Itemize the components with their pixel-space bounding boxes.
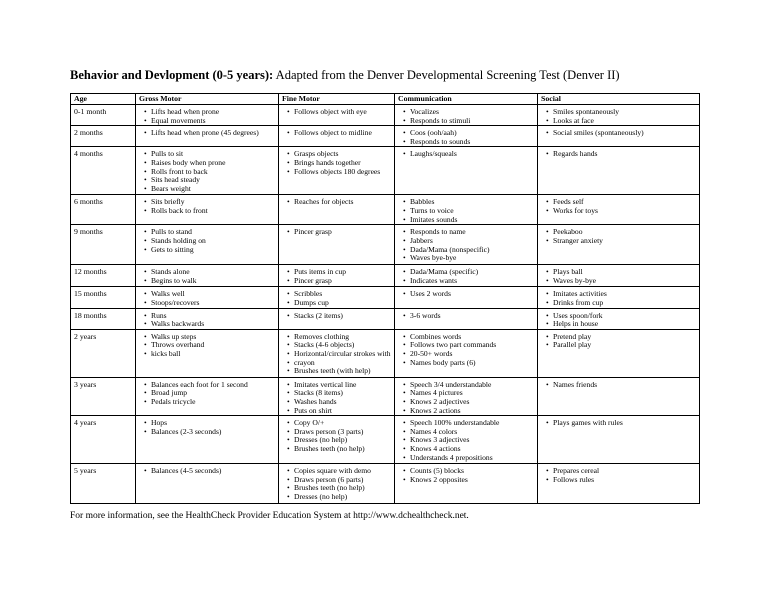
- communication-list: [398, 266, 534, 285]
- age-cell: 2 months: [71, 126, 136, 147]
- list-item: • 3-6 words: [403, 312, 534, 321]
- list-item: • Names friends: [546, 381, 696, 390]
- age-cell: 3 years: [71, 377, 136, 415]
- list-item: • Brings hands together: [287, 159, 391, 168]
- gross-motor-list: [139, 310, 275, 329]
- list-item: • Dada/Mama (specific): [403, 268, 534, 277]
- list-item: • Pincer grasp: [287, 277, 391, 286]
- list-item: • Plays ball: [546, 268, 696, 277]
- communication-cell: [395, 105, 538, 126]
- list-item: • Rolls front to back: [144, 168, 275, 177]
- communication-list: [398, 465, 534, 484]
- social-list: [541, 266, 696, 285]
- list-item: • Imitates vertical line: [287, 381, 391, 390]
- list-item: • Speech 3/4 understandable: [403, 381, 534, 390]
- fine-motor-cell: [279, 147, 395, 195]
- gross-motor-list: [139, 226, 275, 254]
- list-item: • Works for toys: [546, 207, 696, 216]
- social-list: [541, 196, 696, 215]
- social-list: [541, 106, 696, 125]
- header-social: Social: [538, 94, 700, 105]
- list-item: • Balances (4-5 seconds): [144, 467, 275, 476]
- social-cell: [538, 147, 700, 195]
- social-cell: [538, 308, 700, 329]
- communication-list: [398, 379, 534, 415]
- fine-motor-list: [282, 196, 391, 207]
- fine-motor-list: [282, 266, 391, 285]
- list-item: • Grasps objects: [287, 150, 391, 159]
- fine-motor-list: [282, 379, 391, 415]
- age-cell: 9 months: [71, 225, 136, 265]
- age-cell: 18 months: [71, 308, 136, 329]
- list-item: • Walks backwards: [144, 320, 275, 329]
- list-item: • Speech 100% understandable: [403, 419, 534, 428]
- gross-motor-cell: [136, 265, 279, 287]
- list-item: • Broad jump: [144, 389, 275, 398]
- footer-note: For more information, see the HealthCheck Provider Education System at http://www.dchealthcheck.net.: [70, 511, 469, 521]
- list-item: • Knows 2 opposites: [403, 476, 534, 485]
- social-cell: [538, 464, 700, 504]
- fine-motor-cell: [279, 126, 395, 147]
- table-row: [71, 416, 700, 464]
- gross-motor-list: [139, 331, 275, 359]
- list-item: • Stacks (4-6 objects): [287, 341, 391, 350]
- list-item: • Lifts head when prone: [144, 108, 275, 117]
- list-item: • Brushes teeth (with help): [287, 367, 391, 376]
- communication-list: [398, 106, 534, 125]
- list-item: • Pretend play: [546, 333, 696, 342]
- list-item: • Balances each foot for 1 second: [144, 381, 275, 390]
- communication-cell: [395, 147, 538, 195]
- list-item: • Parallel play: [546, 341, 696, 350]
- table-row: [71, 287, 700, 308]
- list-item: • Puts on shirt: [287, 407, 391, 416]
- fine-motor-cell: [279, 416, 395, 464]
- title-bold: Behavior and Devlopment (0-5 years):: [70, 68, 274, 82]
- development-table: [70, 93, 700, 504]
- list-item: • Combines words: [403, 333, 534, 342]
- list-item: • Knows 3 adjectives: [403, 436, 534, 445]
- list-item: • Follows object with eye: [287, 108, 391, 117]
- list-item: • Indicates wants: [403, 277, 534, 286]
- list-item: • Runs: [144, 312, 275, 321]
- list-item: • Bears weight: [144, 185, 275, 194]
- list-item: • Counts (5) blocks: [403, 467, 534, 476]
- list-item: • Dada/Mama (nonspecific): [403, 246, 534, 255]
- list-item: • Copies square with demo: [287, 467, 391, 476]
- communication-cell: [395, 225, 538, 265]
- fine-motor-cell: [279, 225, 395, 265]
- communication-cell: [395, 265, 538, 287]
- header-gross-motor: Gross Motor: [136, 94, 279, 105]
- list-item: • Rolls back to front: [144, 207, 275, 216]
- list-item: • Brushes teeth (no help): [287, 445, 391, 454]
- list-item: • Follows object to midline: [287, 129, 391, 138]
- gross-motor-list: [139, 465, 275, 476]
- list-item: • Coos (ooh/aah): [403, 129, 534, 138]
- fine-motor-list: [282, 226, 391, 237]
- list-item: • Copy O/+: [287, 419, 391, 428]
- list-item: • Responds to sounds: [403, 138, 534, 147]
- list-item: • Waves by-bye: [546, 277, 696, 286]
- gross-motor-list: [139, 148, 275, 193]
- list-item: • Draws person (3 parts): [287, 428, 391, 437]
- gross-motor-cell: [136, 225, 279, 265]
- list-item: • Names 4 pictures: [403, 389, 534, 398]
- list-item: • Washes hands: [287, 398, 391, 407]
- social-list: [541, 379, 696, 390]
- list-item: • Stacks (2 items): [287, 312, 391, 321]
- fine-motor-list: [282, 331, 391, 376]
- list-item: • Stranger anxiety: [546, 237, 696, 246]
- age-cell: 4 months: [71, 147, 136, 195]
- table-row: [71, 225, 700, 265]
- fine-motor-cell: [279, 308, 395, 329]
- social-list: [541, 465, 696, 484]
- fine-motor-list: [282, 417, 391, 453]
- table-row: [71, 377, 700, 415]
- list-item: • Begins to walk: [144, 277, 275, 286]
- communication-list: [398, 310, 534, 321]
- fine-motor-cell: [279, 377, 395, 415]
- communication-cell: [395, 464, 538, 504]
- list-item: • Pedals tricycle: [144, 398, 275, 407]
- list-item: • Social smiles (spontaneously): [546, 129, 696, 138]
- gross-motor-cell: [136, 416, 279, 464]
- fine-motor-cell: [279, 329, 395, 377]
- social-cell: [538, 265, 700, 287]
- social-cell: [538, 287, 700, 308]
- fine-motor-list: [282, 127, 391, 138]
- communication-list: [398, 288, 534, 299]
- list-item: • Names 4 colors: [403, 428, 534, 437]
- social-list: [541, 226, 696, 245]
- list-item: • Regards hands: [546, 150, 696, 159]
- social-list: [541, 288, 696, 307]
- list-item: • Uses 2 words: [403, 290, 534, 299]
- fine-motor-list: [282, 310, 391, 321]
- table-row: [71, 195, 700, 225]
- list-item: • Helps in house: [546, 320, 696, 329]
- list-item: • Dumps cup: [287, 299, 391, 308]
- list-item: • Gets to sitting: [144, 246, 275, 255]
- list-item: • Lifts head when prone (45 degrees): [144, 129, 275, 138]
- list-item: • Dresses (no help): [287, 436, 391, 445]
- communication-list: [398, 417, 534, 462]
- list-item: • Jabbers: [403, 237, 534, 246]
- communication-list: [398, 127, 534, 146]
- list-item: • Feeds self: [546, 198, 696, 207]
- gross-motor-cell: [136, 329, 279, 377]
- age-cell: 5 years: [71, 464, 136, 504]
- communication-list: [398, 331, 534, 367]
- list-item: • Peekaboo: [546, 228, 696, 237]
- gross-motor-list: [139, 379, 275, 407]
- communication-cell: [395, 377, 538, 415]
- table-row: [71, 147, 700, 195]
- header-age: Age: [71, 94, 136, 105]
- list-item: • Stacks (8 items): [287, 389, 391, 398]
- age-cell: 12 months: [71, 265, 136, 287]
- list-item: • Follows rules: [546, 476, 696, 485]
- list-item: • kicks ball: [144, 350, 275, 359]
- social-cell: [538, 195, 700, 225]
- list-item: • Plays games with rules: [546, 419, 696, 428]
- list-item: • Dresses (no help): [287, 493, 391, 502]
- communication-list: [398, 148, 534, 159]
- fine-motor-list: [282, 465, 391, 501]
- title-rest: Adapted from the Denver Developmental Screening Test (Denver II): [273, 68, 620, 82]
- fine-motor-list: [282, 148, 391, 176]
- gross-motor-list: [139, 196, 275, 215]
- gross-motor-list: [139, 417, 275, 436]
- list-item: • Hops: [144, 419, 275, 428]
- table-row: [71, 265, 700, 287]
- list-item: • Knows 2 adjectives: [403, 398, 534, 407]
- fine-motor-cell: [279, 195, 395, 225]
- list-item: • Laughs/squeals: [403, 150, 534, 159]
- age-cell: 4 years: [71, 416, 136, 464]
- header-communication: Communication: [395, 94, 538, 105]
- list-item: • Responds to stimuli: [403, 117, 534, 126]
- table-row: [71, 329, 700, 377]
- social-cell: [538, 105, 700, 126]
- gross-motor-list: [139, 127, 275, 138]
- gross-motor-list: [139, 288, 275, 307]
- list-item: • Looks at face: [546, 117, 696, 126]
- list-item: • Follows objects 180 degrees: [287, 168, 391, 177]
- communication-list: [398, 226, 534, 262]
- list-item: • Reaches for objects: [287, 198, 391, 207]
- list-item: • Turns to voice: [403, 207, 534, 216]
- list-item: • Pulls to sit: [144, 150, 275, 159]
- social-list: [541, 331, 696, 350]
- table-row: [71, 464, 700, 504]
- header-row: [71, 94, 700, 105]
- list-item: • crayon: [287, 359, 391, 368]
- gross-motor-cell: [136, 147, 279, 195]
- fine-motor-cell: [279, 105, 395, 126]
- list-item: • Horizontal/circular strokes with: [287, 350, 391, 359]
- list-item: • Drinks from cup: [546, 299, 696, 308]
- social-list: [541, 310, 696, 329]
- social-list: [541, 127, 696, 138]
- gross-motor-cell: [136, 287, 279, 308]
- fine-motor-cell: [279, 265, 395, 287]
- fine-motor-cell: [279, 464, 395, 504]
- fine-motor-list: [282, 106, 391, 117]
- social-cell: [538, 225, 700, 265]
- list-item: • Brushes teeth (no help): [287, 484, 391, 493]
- communication-cell: [395, 287, 538, 308]
- list-item: • Imitates activities: [546, 290, 696, 299]
- list-item: • Scribbles: [287, 290, 391, 299]
- age-cell: 2 years: [71, 329, 136, 377]
- communication-cell: [395, 308, 538, 329]
- social-cell: [538, 416, 700, 464]
- gross-motor-cell: [136, 308, 279, 329]
- list-item: • Knows 2 actions: [403, 407, 534, 416]
- list-item: • Stands holding on: [144, 237, 275, 246]
- list-item: • Pulls to stand: [144, 228, 275, 237]
- list-item: • Sits head steady: [144, 176, 275, 185]
- list-item: • Puts items in cup: [287, 268, 391, 277]
- social-list: [541, 417, 696, 428]
- gross-motor-cell: [136, 126, 279, 147]
- gross-motor-cell: [136, 105, 279, 126]
- list-item: • Follows two part commands: [403, 341, 534, 350]
- social-cell: [538, 126, 700, 147]
- social-cell: [538, 377, 700, 415]
- communication-cell: [395, 416, 538, 464]
- list-item: • Vocalizes: [403, 108, 534, 117]
- communication-cell: [395, 195, 538, 225]
- gross-motor-cell: [136, 195, 279, 225]
- gross-motor-cell: [136, 377, 279, 415]
- gross-motor-list: [139, 266, 275, 285]
- list-item: • Draws person (6 parts): [287, 476, 391, 485]
- communication-list: [398, 196, 534, 224]
- fine-motor-cell: [279, 287, 395, 308]
- social-cell: [538, 329, 700, 377]
- list-item: • Responds to name: [403, 228, 534, 237]
- list-item: • Walks up steps: [144, 333, 275, 342]
- list-item: • 20-50+ words: [403, 350, 534, 359]
- list-item: • Walks well: [144, 290, 275, 299]
- age-cell: 0-1 month: [71, 105, 136, 126]
- gross-motor-cell: [136, 464, 279, 504]
- communication-cell: [395, 329, 538, 377]
- list-item: • Imitates sounds: [403, 216, 534, 225]
- list-item: • Equal movements: [144, 117, 275, 126]
- list-item: • Stoops/recovers: [144, 299, 275, 308]
- page-title: [70, 68, 620, 83]
- social-list: [541, 148, 696, 159]
- communication-cell: [395, 126, 538, 147]
- list-item: • Names body parts (6): [403, 359, 534, 368]
- list-item: • Uses spoon/fork: [546, 312, 696, 321]
- list-item: • Knows 4 actions: [403, 445, 534, 454]
- age-cell: 15 months: [71, 287, 136, 308]
- list-item: • Throws overhand: [144, 341, 275, 350]
- list-item: • Removes clothing: [287, 333, 391, 342]
- list-item: • Raises body when prone: [144, 159, 275, 168]
- age-cell: 6 months: [71, 195, 136, 225]
- table-row: [71, 308, 700, 329]
- gross-motor-list: [139, 106, 275, 125]
- list-item: • Balances (2-3 seconds): [144, 428, 275, 437]
- list-item: • Smiles spontaneously: [546, 108, 696, 117]
- list-item: • Waves bye-bye: [403, 254, 534, 263]
- list-item: • Sits briefly: [144, 198, 275, 207]
- header-fine-motor: Fine Motor: [279, 94, 395, 105]
- table-row: [71, 105, 700, 126]
- list-item: • Prepares cereal: [546, 467, 696, 476]
- list-item: • Understands 4 prepositions: [403, 454, 534, 463]
- list-item: • Babbles: [403, 198, 534, 207]
- fine-motor-list: [282, 288, 391, 307]
- table-row: [71, 126, 700, 147]
- list-item: • Pincer grasp: [287, 228, 391, 237]
- list-item: • Stands alone: [144, 268, 275, 277]
